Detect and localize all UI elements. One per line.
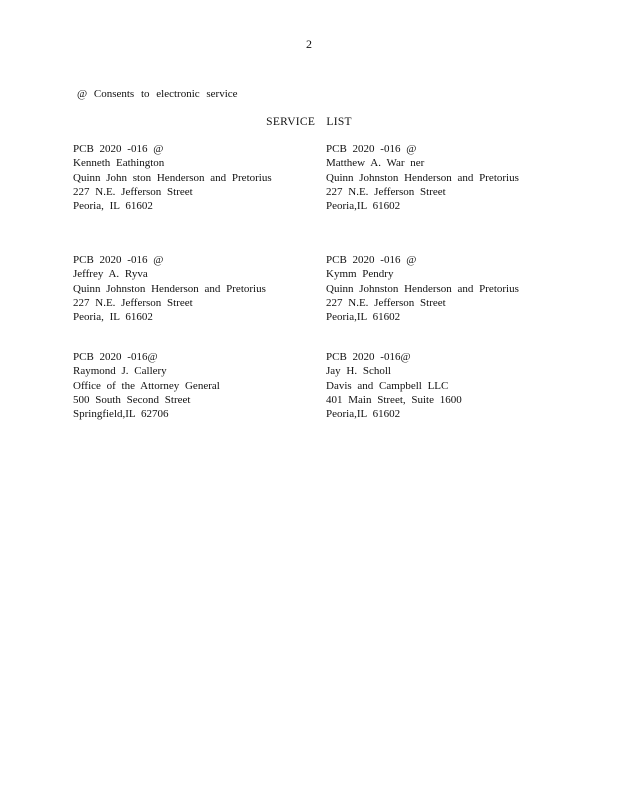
entry-name: Kymm Pendry	[326, 268, 394, 281]
entry-docket: PCB 2020 -016@	[326, 351, 411, 363]
entry-firm: Davis and Campbell LLC	[326, 379, 449, 392]
consent-note: @ Consents to electronic service	[77, 88, 238, 100]
entry-city: Peoria, IL 61602	[73, 311, 153, 324]
entry-docket: PCB 2020 -016 @	[326, 143, 417, 155]
entry-docket: PCB 2020 -016@	[73, 351, 158, 363]
entry-city: Peoria,IL 61602	[326, 311, 401, 324]
entry-docket: PCB 2020 -016 @	[73, 143, 164, 155]
entry-name: Kenneth Eathington	[73, 157, 165, 170]
entry-address: 227 N.E. Jefferson Street	[73, 296, 193, 309]
entry-city: Peoria, IL 61602	[73, 200, 153, 213]
entry-firm: Quinn Johnston Henderson and Pretorius	[326, 171, 519, 184]
entry-firm: Quinn Johnston Henderson and Pretorius	[326, 282, 519, 295]
entry-name: Raymond J. Callery	[73, 365, 167, 378]
entry-address: 227 N.E. Jefferson Street	[326, 185, 446, 198]
service-entry	[326, 253, 519, 324]
entry-address: 500 South Second Street	[73, 393, 191, 406]
entry-name: Jay H. Scholl	[326, 365, 391, 378]
entry-docket: PCB 2020 -016 @	[326, 254, 417, 266]
entry-name: Jeffrey A. Ryva	[73, 268, 148, 281]
entry-address: 227 N.E. Jefferson Street	[73, 185, 193, 198]
entry-docket: PCB 2020 -016 @	[73, 254, 164, 266]
service-entry	[326, 142, 519, 213]
page-number: 2	[306, 37, 312, 51]
service-entry	[326, 350, 462, 421]
entry-address: 227 N.E. Jefferson Street	[326, 296, 446, 309]
entry-address: 401 Main Street, Suite 1600	[326, 393, 462, 406]
entry-city: Peoria,IL 61602	[326, 200, 401, 213]
service-list-title: SERVICE LIST	[266, 116, 352, 128]
entry-firm: Quinn John ston Henderson and Pretorius	[73, 171, 272, 184]
entry-name: Matthew A. War ner	[326, 157, 425, 170]
service-entry	[73, 253, 266, 324]
service-entry	[73, 142, 272, 213]
entry-city: Springfield,IL 62706	[73, 408, 169, 421]
entry-firm: Quinn Johnston Henderson and Pretorius	[73, 282, 266, 295]
entry-firm: Office of the Attorney General	[73, 379, 220, 392]
entry-city: Peoria,IL 61602	[326, 408, 401, 421]
service-entry	[73, 350, 220, 421]
